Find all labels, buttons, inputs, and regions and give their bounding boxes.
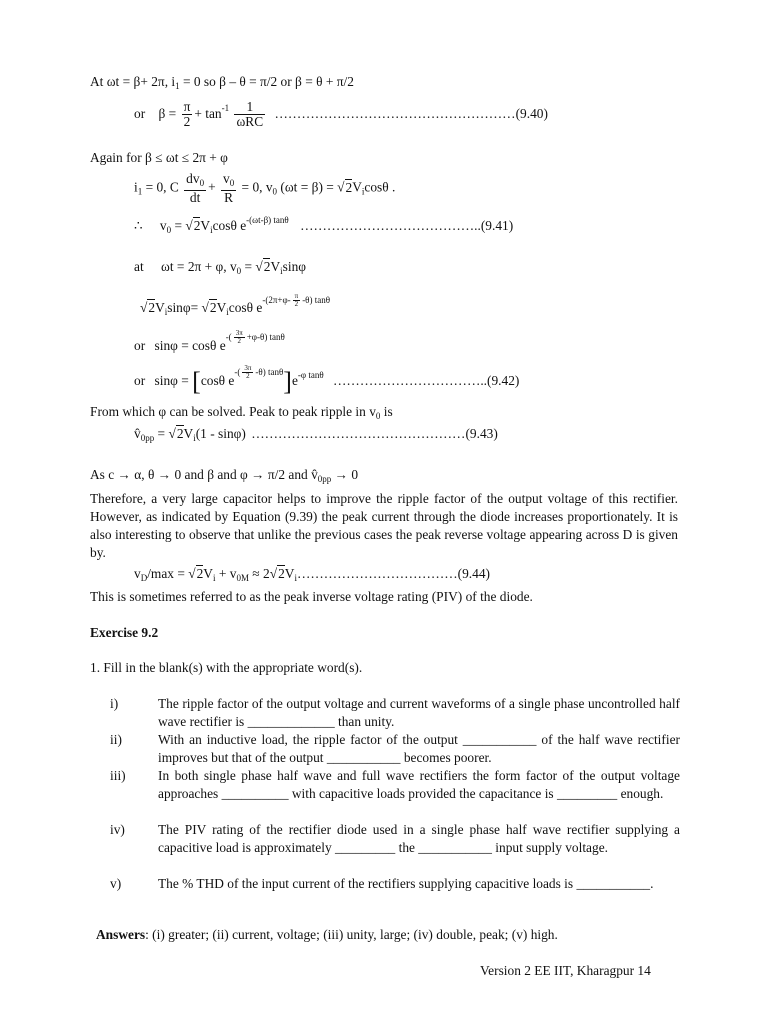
item-text: The ripple factor of the output voltage and current waveforms of a single phase uncontrolled half wave rectifier is _____________ than unity. bbox=[158, 696, 680, 729]
text: (ωt = β) = bbox=[277, 179, 334, 195]
radicand: 2 bbox=[193, 218, 201, 233]
text: or bbox=[134, 106, 146, 121]
subscript: i bbox=[164, 307, 168, 317]
equation-number: …………………………………………(9.43) bbox=[251, 426, 498, 441]
numerator: 1 bbox=[234, 100, 265, 115]
text: v̂ bbox=[134, 426, 141, 441]
text: → 0 bbox=[331, 467, 359, 482]
text: dv bbox=[186, 171, 200, 186]
superscript: -φ tanθ bbox=[297, 370, 324, 380]
text: V bbox=[183, 426, 194, 441]
text: e bbox=[291, 373, 298, 388]
text: = 0 so β – θ = π/2 or β = θ + π/2 bbox=[179, 74, 354, 89]
subscript: i bbox=[193, 433, 196, 443]
numerator bbox=[221, 172, 236, 191]
text: cosθ e bbox=[228, 300, 263, 315]
denominator: 2 bbox=[246, 372, 250, 381]
text: = 0, v bbox=[241, 179, 273, 195]
left-bracket: [ bbox=[192, 366, 201, 396]
fraction-dv-dt bbox=[184, 172, 206, 205]
equation-9-44: $v_D/\max = √2V_i + v_{0M}$ ≈ $2√2V_i\dots\dots\dots\dots\dots\dots\dots\dots\dots\dots\dots\dots(9.44)$ bbox=[134, 566, 490, 583]
subscript: D bbox=[140, 573, 148, 583]
numerator: π bbox=[183, 99, 191, 115]
answers-label: Answers bbox=[96, 927, 146, 942]
subscript: i bbox=[294, 573, 297, 583]
fraction bbox=[242, 365, 253, 380]
text: sinφ= bbox=[167, 300, 199, 315]
radical bbox=[209, 300, 217, 316]
paragraph: This is sometimes referred to as the peak inverse voltage rating (PIV) of the diode. bbox=[90, 589, 533, 604]
text: Again for β ≤ ωt ≤ 2π + φ bbox=[90, 150, 228, 165]
text: ωt = 2π + φ, v bbox=[161, 259, 237, 274]
equation-9-43: $v̂_{0pp} = √2V_i(1 - \sin\varphi)$ …………………………………………(9.43) bbox=[134, 426, 498, 443]
answers-text: : (i) greater; (ii) current, voltage; (iii) unity, large; (iv) double, peak; (v) high. bbox=[145, 927, 558, 942]
paragraph: Therefore, a very large capacitor helps to improve the ripple factor of the output voltage of this rectifier. However, as indicated by Equation (9.39) the peak current through the diode increases proportionately. It is also interesting to observe that unlike the previous cases the peak reverse voltage appearing across D is given by. bbox=[90, 491, 678, 560]
subscript: i bbox=[280, 266, 283, 276]
equation-9-40 bbox=[134, 100, 548, 129]
fraction bbox=[234, 330, 245, 345]
fraction-1-over-omega-rc bbox=[234, 100, 265, 129]
item-number: v) bbox=[110, 876, 122, 891]
numerator: 3π bbox=[235, 329, 243, 338]
text: sinφ = bbox=[154, 373, 189, 388]
fraction bbox=[293, 293, 301, 308]
denominator: 2 bbox=[237, 337, 241, 346]
subscript: 0 bbox=[229, 178, 235, 188]
subscript: 1 bbox=[137, 186, 143, 197]
equation-line: at ωt = 2π + φ, $v_0 = √2V_i\sin\varphi$ bbox=[134, 259, 306, 276]
page-footer: Version 2 EE IIT, Kharagpur 14 bbox=[480, 963, 651, 978]
text: -( bbox=[234, 367, 241, 377]
text: From which φ can be solved. Peak to peak ripple in v bbox=[90, 404, 376, 419]
text: or bbox=[134, 373, 146, 388]
equation-9-42 bbox=[134, 364, 520, 396]
denominator: R bbox=[224, 190, 234, 205]
text-line bbox=[90, 467, 358, 487]
text: ≈ 2 bbox=[248, 566, 270, 581]
subscript: 0 bbox=[375, 411, 381, 421]
subscript: 0 bbox=[199, 178, 205, 188]
equation-number: …………………………………..(9.41) bbox=[300, 218, 514, 233]
text: i bbox=[134, 179, 138, 195]
superscript bbox=[234, 364, 284, 381]
subscript: 0pp bbox=[317, 474, 332, 484]
fraction-pi-over-2 bbox=[182, 100, 193, 129]
equation-number: ……………………………..(9.42) bbox=[333, 373, 520, 388]
text-line bbox=[90, 404, 393, 424]
item-text: With an inductive load, the ripple factor of the output ___________ of the half wave rectifier improves but that of the output ___________ becomes poorer. bbox=[158, 732, 680, 765]
radicand: 2 bbox=[176, 426, 184, 441]
therefore-symbol: ∴ bbox=[134, 218, 143, 233]
text: + v bbox=[215, 566, 237, 581]
item-text: The PIV rating of the rectifier diode used in a single phase half wave rectifier supplying a capacitive load is approximately _________ the ___________ input supply voltage. bbox=[158, 822, 680, 855]
text: + tan bbox=[194, 106, 222, 121]
text: -(2π+φ- bbox=[262, 295, 291, 305]
text: -θ) tanθ bbox=[255, 367, 284, 377]
text: /max = bbox=[147, 566, 185, 581]
text: At ωt = β+ 2π, i bbox=[90, 74, 176, 89]
exercise-title: Exercise 9.2 bbox=[90, 625, 159, 640]
subscript: i bbox=[212, 573, 216, 583]
text: = bbox=[241, 259, 253, 274]
subscript: i bbox=[226, 307, 229, 317]
equation-line bbox=[134, 329, 285, 354]
text: = 0, C bbox=[142, 179, 179, 195]
text: v bbox=[134, 566, 141, 581]
text: V bbox=[216, 300, 227, 315]
subscript: i bbox=[210, 225, 213, 235]
text: = bbox=[154, 426, 166, 441]
subscript: 0pp bbox=[140, 433, 155, 443]
text: = bbox=[171, 218, 182, 233]
text: As c → α, θ → 0 and β and φ → π/2 and bbox=[90, 467, 308, 482]
text: +φ-θ) tanθ bbox=[246, 332, 285, 342]
radical bbox=[147, 300, 155, 316]
item-number: iv) bbox=[110, 822, 125, 837]
text: at bbox=[134, 259, 144, 274]
equation-line-1 bbox=[90, 74, 354, 94]
text: V bbox=[270, 259, 281, 274]
text: β = bbox=[158, 106, 177, 121]
right-bracket: ] bbox=[283, 366, 292, 396]
text-line bbox=[90, 150, 228, 166]
fraction-v-over-r bbox=[221, 172, 236, 205]
text: + bbox=[208, 179, 216, 195]
superscript bbox=[225, 329, 285, 346]
denominator: ωRC bbox=[236, 114, 264, 130]
text: v bbox=[222, 171, 230, 186]
radical bbox=[176, 426, 184, 442]
item-text: In both single phase half wave and full wave rectifiers the form factor of the output voltage approaches __________ with capacitive loads provided the capacitance is _________ enough. bbox=[158, 768, 680, 801]
text: V bbox=[155, 300, 165, 315]
subscript: 0 bbox=[166, 225, 172, 235]
subscript: 0 bbox=[236, 266, 242, 276]
text: -θ) tanθ bbox=[302, 295, 331, 305]
superscript bbox=[262, 292, 331, 309]
text: is bbox=[380, 404, 393, 419]
item-number: i) bbox=[110, 696, 119, 711]
numerator bbox=[184, 172, 206, 191]
text: V bbox=[200, 218, 211, 233]
equation-number: ………………………………………………(9.40) bbox=[274, 106, 548, 121]
radical bbox=[277, 566, 285, 582]
text: cosθ e bbox=[212, 218, 247, 233]
text: V bbox=[284, 566, 295, 581]
subscript: 0M bbox=[236, 573, 249, 583]
denominator: dt bbox=[189, 190, 201, 205]
text: cosθ e bbox=[200, 373, 235, 388]
text: sinφ = cosθ e bbox=[154, 338, 226, 353]
item-number: ii) bbox=[110, 732, 122, 747]
denominator: 2 bbox=[294, 300, 299, 309]
superscript: -(ωt-β) tanθ bbox=[246, 215, 289, 225]
text: sinφ bbox=[282, 259, 306, 274]
radicand: 2 bbox=[209, 300, 217, 315]
equation-9-41: ∴ $v_0 = √2V_i\cos\theta$ $e^{-(\omega t-\beta) tan\theta}$ …………………………………..(9.41) bbox=[134, 215, 514, 235]
superscript: -1 bbox=[221, 103, 230, 113]
answers-line bbox=[96, 927, 558, 943]
question: 1. Fill in the blank(s) with the appropriate word(s). bbox=[90, 660, 363, 675]
item-text: The % THD of the input current of the rectifiers supplying capacitive loads is ___________. bbox=[158, 876, 654, 891]
text: or bbox=[134, 338, 146, 353]
text: v̂ bbox=[311, 467, 318, 482]
radicand: 2 bbox=[148, 300, 156, 315]
text: cosθ . bbox=[364, 179, 396, 195]
radicand: 2 bbox=[345, 179, 353, 195]
subscript: 1 bbox=[175, 81, 180, 91]
text: (1 - sinφ) bbox=[195, 426, 246, 441]
radicand: 2 bbox=[278, 566, 285, 581]
subscript: 0 bbox=[272, 186, 278, 197]
item-number: iii) bbox=[110, 768, 126, 783]
denominator: 2 bbox=[183, 114, 191, 130]
text: v bbox=[159, 218, 167, 233]
subscript: i bbox=[361, 186, 365, 197]
text: -( bbox=[225, 332, 232, 342]
text: V bbox=[203, 566, 213, 581]
equation-line: $√2V_i\sin\varphi= √2V_i\cos\theta$ $e^{-(2\pi+\varphi- \frac{\pi}{2} -\theta) tan\theta}$ bbox=[140, 292, 331, 317]
numerator: 3π bbox=[244, 364, 252, 373]
equation-line: $i_1 = 0$, C $\frac{dv_0}{dt}$ + $\frac{v_0}{R}$ = 0, $v_0$ $(\omega t = \beta) = √2V_i\cos\theta$ . bbox=[134, 171, 396, 205]
radicand: 2 bbox=[263, 259, 271, 274]
numerator: π bbox=[294, 292, 299, 301]
equation-number: ………………………………(9.44) bbox=[296, 566, 490, 581]
text: V bbox=[352, 179, 362, 195]
radicand: 2 bbox=[196, 566, 204, 581]
